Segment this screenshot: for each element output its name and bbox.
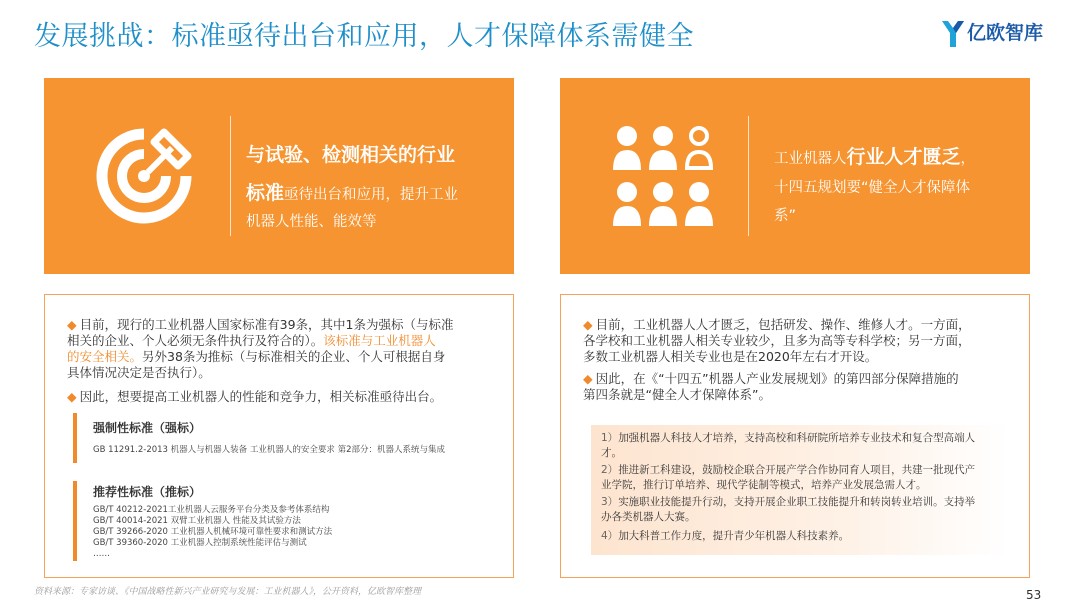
banner-divider [748, 116, 749, 236]
bullet-talent-shortage [583, 317, 1007, 365]
bullet-14th-plan [583, 371, 1007, 403]
standards-banner [44, 78, 514, 274]
people-group-icon [610, 122, 716, 234]
measures-panel [591, 425, 1009, 555]
bullet-text: 因此，想要提高工业机器人的性能和竞争力，相关标准亟待出台。 [79, 389, 443, 404]
measure-number: 3） [601, 496, 619, 508]
standard-item: GB 11291.2-2013 机器人与机器人装备 工业机器人的安全要求 第2部分：机器人系统与集成 [93, 445, 445, 455]
banner-line-2: 十四五规划要“健全人才保障体 [774, 180, 971, 196]
diamond-bullet-icon: ◆ [583, 371, 593, 386]
bullet-text: 因此，在《“十四五”机器人产业发展规划》的第四部分保障措施的 [595, 371, 959, 386]
diamond-bullet-icon: ◆ [67, 389, 77, 404]
bullet-text: 多数工业机器人相关专业也是在2020年左右才开设。 [583, 349, 878, 364]
diamond-bullet-icon: ◆ [67, 317, 77, 332]
measure-text: 才。 [601, 447, 622, 459]
highlight-text: 的安全相关。 [67, 349, 143, 364]
measure-number: 2） [601, 464, 619, 476]
bullet-text: 第四条就是“健全人才保障体系”。 [583, 387, 771, 402]
highlight-text: 该标准与工业机器人 [323, 333, 436, 348]
measure-text: 业学院，推行订单培养、现代学徒制等模式，培养产业发展急需人才。 [601, 479, 927, 491]
standard-item: …… [93, 549, 110, 559]
standard-item: GB/T 40014-2021 双臂工业机器人 性能及其试验方法 [93, 516, 301, 526]
mandatory-standards-title: 强制性标准（强标） [93, 421, 202, 435]
bullet-text: 目前，现行的工业机器人国家标准有39条，其中1条为强标（与标准 [79, 317, 454, 332]
banner-line-1 [774, 142, 975, 169]
diamond-bullet-icon: ◆ [583, 317, 593, 332]
banner-line-2-rest: 亟待出台和应用，提升工业 [284, 187, 459, 203]
measure-text: 推进新工科建设，鼓励校企联合开展产学合作协同育人项目，共建一批现代产 [618, 464, 976, 476]
banner-line-3: 机器人性能、能效等 [246, 214, 377, 230]
measure-number: 1） [601, 432, 619, 444]
banner-emphasis: 行业人才匮乏 [846, 146, 961, 168]
bullet-conclusion [67, 389, 491, 405]
talent-detail-box [560, 294, 1030, 578]
standard-item: GB/T 39360-2020 工业机器人控制系统性能评估与测试 [93, 538, 307, 548]
measure-number: 4） [601, 530, 619, 542]
banner-emphasis: 标准 [246, 182, 285, 204]
measure-item [601, 463, 1005, 493]
banner-line-1: 与试验、检测相关的行业 [246, 144, 456, 166]
standard-item: GB/T 40212-2021工业机器人云服务平台分类及参考体系结构 [93, 505, 330, 515]
measure-text: 实施职业技能提升行动，支持开展企业职工技能提升和转岗转业培训。支持举 [618, 496, 976, 508]
bullet-text: 具体情况决定是否执行）。 [67, 365, 211, 380]
bullet-text: 目前，工业机器人人才匮乏，包括研发、操作、维修人才。一方面， [595, 317, 971, 332]
measure-text: 加强机器人科技人才培养，支持高校和科研院所培养专业技术和复合型高端人 [618, 432, 976, 444]
mandatory-accent-bar [73, 413, 77, 463]
measure-text: 办各类机器人大赛。 [601, 511, 696, 523]
banner-line-2 [246, 178, 458, 205]
standard-item: GB/T 39266-2020 工业机器人机械环境可靠性要求和测试方法 [93, 527, 333, 537]
measure-item [601, 529, 1005, 544]
bullet-text: 另外38条为推标（与标准相关的企业、个人可根据自身 [142, 349, 446, 364]
banner-line-1-pre: 工业机器人 [774, 151, 847, 167]
bullet-text: 各学校和工业机器人相关专业较少，且多为高等专科学校；另一方面， [583, 333, 971, 348]
bullet-current-standards [67, 317, 491, 381]
measure-item [601, 495, 1005, 525]
banner-divider [230, 116, 231, 236]
standards-detail-box [44, 294, 514, 578]
source-note: 资料来源：专家访谈、《中国战略性新兴产业研究与发展：工业机器人》，公开资料，亿欧智库整理 [34, 587, 422, 597]
measure-item [601, 431, 1005, 461]
bullet-text: 相关的企业、个人必须无条件执行及符合的）。 [67, 333, 324, 348]
talent-banner [560, 78, 1030, 274]
page-number: 53 [1026, 588, 1042, 602]
page-title: 发展挑战：标准亟待出台和应用，人才保障体系需健全 [34, 21, 694, 52]
banner-line-1-post: ， [960, 151, 976, 167]
measure-text: 加大科普工作力度，提升青少年机器人科技素养。 [618, 530, 850, 542]
logo-text: 亿欧智库 [967, 22, 1044, 44]
recommended-accent-bar [73, 481, 77, 561]
target-pen-icon [92, 124, 196, 228]
recommended-standards-title: 推荐性标准（推标） [93, 485, 202, 499]
banner-line-3: 系” [774, 208, 797, 224]
